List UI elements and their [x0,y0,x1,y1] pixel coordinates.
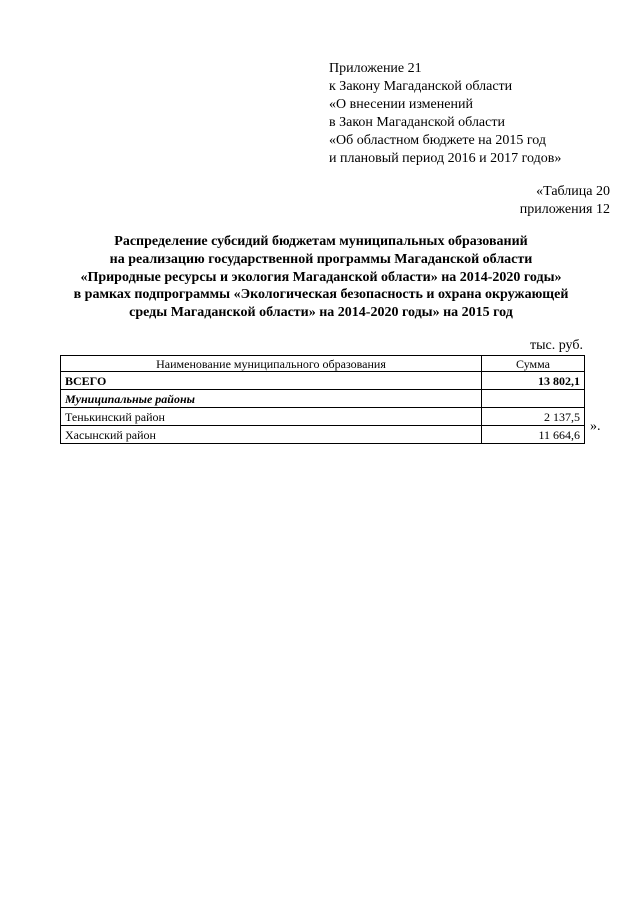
total-row [61,372,585,390]
table-reference-line: «Таблица 20 [536,184,610,199]
appendix-line: «Об областном бюджете на 2015 год [329,133,546,148]
table-row [61,408,585,426]
appendix-heading [329,60,561,168]
total-sum: 13 802,1 [482,372,585,390]
document-title [40,233,602,322]
table-reference-line: приложения 12 [519,202,610,217]
title-line: «Природные ресурсы и экология Магаданской области» на 2014-2020 годы» [80,269,562,285]
appendix-line: «О внесении изменений [329,97,473,112]
title-line: на реализацию государственной программы Магаданской области [109,251,533,267]
table-row [61,426,585,444]
district-sum: 2 137,5 [482,408,585,426]
appendix-line: и плановый период 2016 и 2017 годов» [329,151,562,166]
district-sum: 11 664,6 [482,426,585,444]
closing-quote: ». [590,419,601,434]
appendix-line: Приложение 21 [329,61,422,76]
group-label: Муниципальные районы [61,390,482,408]
title-line: среды Магаданской области» на 2014-2020 годы» на 2015 год [129,305,513,321]
district-name: Хасынский район [61,426,482,444]
appendix-line: к Закону Магаданской области [329,79,513,94]
subsidy-table [60,355,585,444]
total-label: ВСЕГО [61,372,482,390]
table-reference [520,183,610,219]
group-row [61,390,585,408]
column-header-sum: Сумма [482,356,585,372]
table-header-row [61,356,585,372]
title-line: Распределение субсидий бюджетам муниципальных образований [114,234,528,249]
district-name: Тенькинский район [61,408,482,426]
group-sum [482,390,585,408]
title-line: в рамках подпрограммы «Экологическая безопасность и охрана окружающей [73,287,569,303]
column-header-name: Наименование муниципального образования [61,356,482,372]
units-label: тыс. руб. [530,338,583,353]
appendix-line: в Закон Магаданской области [329,115,505,130]
